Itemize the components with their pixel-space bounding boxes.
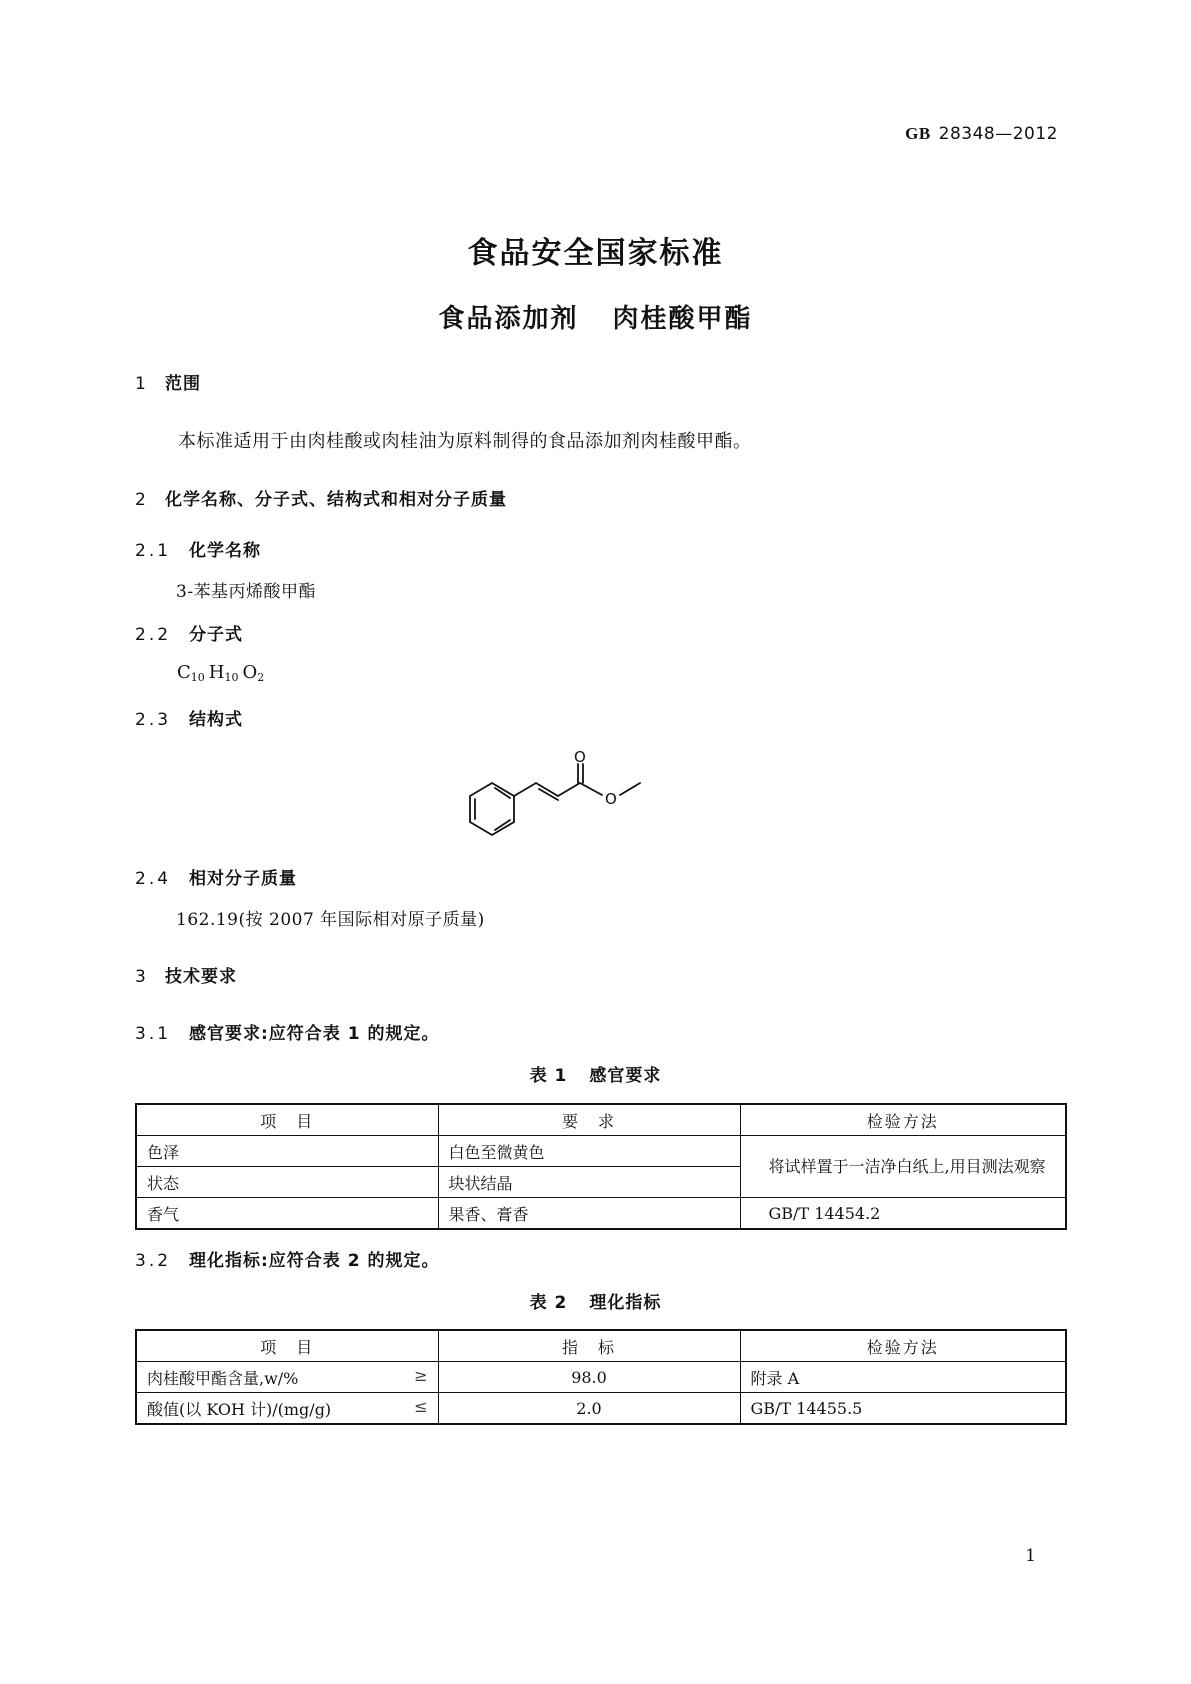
subtitle-substance: 肉桂酸甲酯 xyxy=(612,304,753,334)
section-1-heading xyxy=(135,369,201,394)
document-title: 食品安全国家标准 xyxy=(467,236,724,271)
table-row xyxy=(136,1393,1066,1425)
ester-bond xyxy=(580,783,602,795)
table-2-caption: 表 2 理化指标 xyxy=(529,1293,662,1313)
section-title: 感官要求:应符合表 1 的规定。 xyxy=(189,1024,440,1044)
section-number: 1 xyxy=(135,374,147,394)
cell-method: GB/T 14454.2 xyxy=(740,1198,1066,1230)
cell-value: 98.0 xyxy=(438,1362,740,1393)
section-title: 分子式 xyxy=(189,625,243,645)
page-number: 1 xyxy=(1025,1546,1036,1566)
section-title: 化学名称 xyxy=(189,541,261,561)
section-number: 2.2 xyxy=(135,625,172,645)
section-2-3-heading xyxy=(135,705,243,730)
section-3-2-heading xyxy=(135,1246,439,1271)
section-number: 2 xyxy=(135,490,147,510)
section-number: 3 xyxy=(135,967,147,987)
header-method: 检验方法 xyxy=(740,1104,1066,1136)
header-method: 检验方法 xyxy=(740,1330,1066,1362)
header-requirement: 要 求 xyxy=(438,1104,740,1136)
section-number: 3.1 xyxy=(135,1024,172,1044)
section-title: 相对分子质量 xyxy=(189,869,297,889)
standard-number xyxy=(905,124,1058,144)
section-number: 2.1 xyxy=(135,541,172,561)
cell-requirement: 果香、膏香 xyxy=(438,1198,740,1230)
cell-item: 酸值(以 KOH 计)/(mg/g) ≤ xyxy=(136,1393,438,1425)
section-2-heading xyxy=(135,485,507,510)
table-1-caption: 表 1 感官要求 xyxy=(529,1066,662,1086)
atom-label: O xyxy=(605,790,617,808)
section-number: 2.4 xyxy=(135,869,172,889)
benzene-ring xyxy=(470,783,514,835)
section-title: 结构式 xyxy=(189,710,243,730)
section-title: 技术要求 xyxy=(165,967,237,987)
section-3-1-heading xyxy=(135,1019,439,1044)
cell-method: 将试样置于一洁净白纸上,用目测法观察 xyxy=(740,1136,1066,1198)
atom-label: O xyxy=(574,748,586,766)
cell-method: 附录 A xyxy=(740,1362,1066,1393)
chain-bond xyxy=(558,783,580,796)
section-2-2-heading xyxy=(135,620,243,645)
header-item: 项 目 xyxy=(136,1104,438,1136)
section-2-4-heading xyxy=(135,864,297,889)
section-title: 化学名称、分子式、结构式和相对分子质量 xyxy=(165,490,507,510)
comparison-symbol: ≥ xyxy=(414,1365,428,1385)
cell-item: 色泽 xyxy=(136,1136,438,1167)
header-item: 项 目 xyxy=(136,1330,438,1362)
section-3-heading xyxy=(135,962,237,987)
methyl-bond xyxy=(620,783,640,795)
chain-bond xyxy=(514,783,536,796)
table-physicochemical-indicators xyxy=(135,1329,1067,1425)
section-title: 理化指标:应符合表 2 的规定。 xyxy=(189,1251,440,1271)
section-2-1-heading xyxy=(135,536,261,561)
section-number: 2.3 xyxy=(135,710,172,730)
section-title: 范围 xyxy=(165,374,201,394)
standard-prefix: GB xyxy=(905,124,931,143)
scope-text: 本标准适用于由肉桂酸或肉桂油为原料制得的食品添加剂肉桂酸甲酯。 xyxy=(178,431,752,452)
table-row xyxy=(136,1362,1066,1393)
table-header-row xyxy=(136,1104,1066,1136)
cell-item: 香气 xyxy=(136,1198,438,1230)
chemical-name: 3-苯基丙烯酸甲酯 xyxy=(176,582,317,602)
cell-item: 肉桂酸甲酯含量,w/% ≥ xyxy=(136,1362,438,1393)
subtitle-category: 食品添加剂 xyxy=(438,304,579,334)
table-sensory-requirements xyxy=(135,1103,1067,1230)
table-row xyxy=(136,1136,1066,1167)
structural-formula xyxy=(460,740,660,850)
comparison-symbol: ≤ xyxy=(414,1396,428,1416)
cell-method: GB/T 14455.5 xyxy=(740,1393,1066,1425)
standard-code: 28348—2012 xyxy=(938,124,1058,144)
cell-item: 状态 xyxy=(136,1167,438,1198)
table-header-row xyxy=(136,1330,1066,1362)
molecular-formula: $C_{10}$ $H_{10}$ $O_2$ xyxy=(177,662,265,684)
cell-requirement: 白色至微黄色 xyxy=(438,1136,740,1167)
document-subtitle xyxy=(0,298,1191,335)
section-number: 3.2 xyxy=(135,1251,172,1271)
cell-value: 2.0 xyxy=(438,1393,740,1425)
header-indicator: 指 标 xyxy=(438,1330,740,1362)
cell-requirement: 块状结晶 xyxy=(438,1167,740,1198)
molecular-mass: 162.19(按 2007 年国际相对原子质量) xyxy=(176,910,485,930)
table-row xyxy=(136,1198,1066,1230)
